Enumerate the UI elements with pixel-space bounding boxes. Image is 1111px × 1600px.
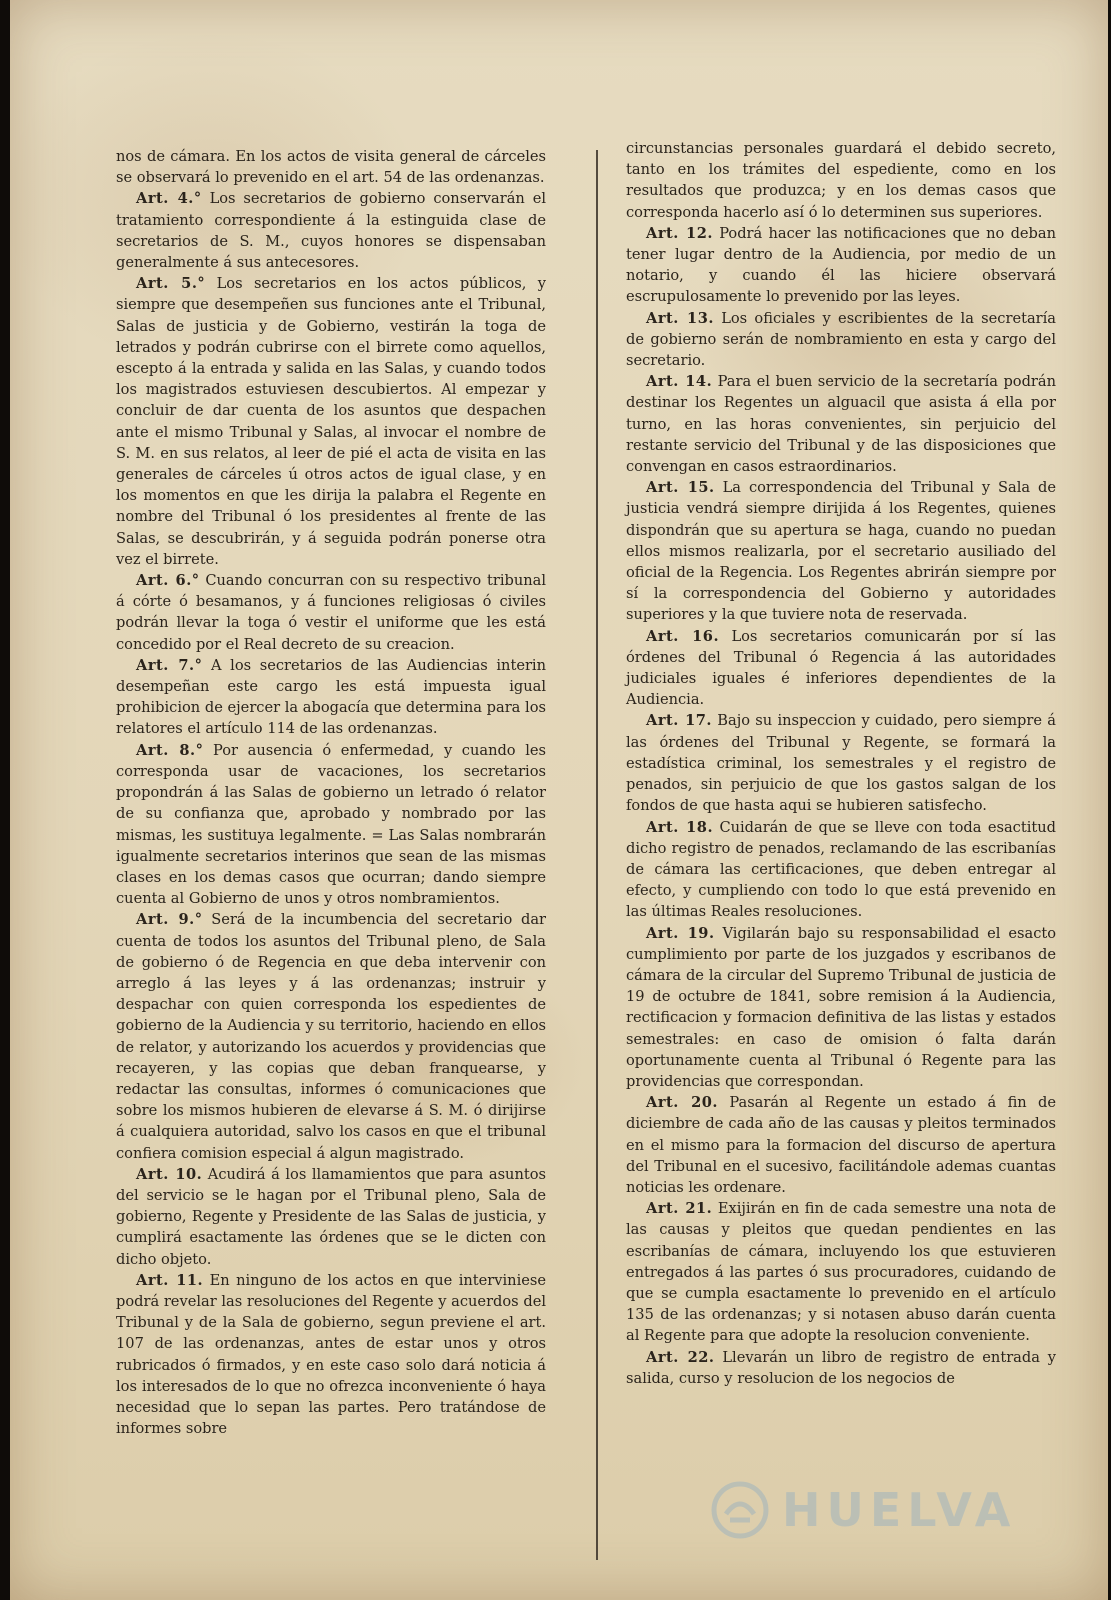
article-text: Los secretarios en los actos públicos, y siempre que desempeñen sus funciones ante el Tribunal, Salas de justicia y de Gobierno, vestirán la toga de letrados y podrán cubrirse con el birrete como aquellos, escepto á la entrada y salida en las Salas, y cuando todos los magistrados estuviesen descubiertos. Al empezar y concluir de dar cuenta de los asuntos que despachen ante el mismo Tribunal y Salas, al invocar el nombre de S. M. en sus relatos, al leer de pié el acta de visita en las generales de cárceles ú otros actos de igual clase, y en los momentos en que les dirija la palabra el Regente en nombre del Tribunal ó los presidentes al frente de las Salas, se descubrirán, y á seguida podrán ponerse otra vez el birrete. (116, 275, 546, 568)
column-divider (596, 150, 598, 1560)
article-paragraph (626, 817, 1056, 923)
article-text: Será de la incumbencia del secretario dar cuenta de todos los asuntos del Tribunal pleno, de Sala de gobierno ó de Regencia en que deba intervenir con arreglo á las leyes y á las ordenanzas; instruir y despachar con quien corresponda los espedientes de gobierno de la Audiencia y su territorio, haciendo en ellos de relator, y autorizando los acuerdos y providencias que recayeren, y las copias que deban franquearse, y redactar las consultas, informes ó comunicaciones que sobre los mismos hubieren de elevarse á S. M. ó dirijirse á cualquiera autoridad, salvo los casos en que el tribunal confiera comision especial á algun magistrado. (116, 911, 547, 1162)
article-paragraph (626, 477, 1056, 625)
article-text: Vigilarán bajo su responsabilidad el esacto cumplimiento por parte de los juzgados y escribanos de cámara de la circular del Supremo Tribunal de justicia de 19 de octubre de 1841, sobre remision á la Audiencia, rectificacion y formacion definitiva de las listas y estados semestrales: en caso de omision ó falta darán oportunamente cuenta al Tribunal ó Regente para las providencias que correspondan. (626, 924, 1057, 1090)
article-paragraph (116, 1270, 546, 1440)
article-text: Acudirá á los llamamientos que para asuntos del servicio se le hagan por el Tribunal pleno, Sala de gobierno, Regente y Presidente de las Salas de justicia, y cumplirá esactamente las órdenes que se le dicten con dicho objeto. (116, 1165, 546, 1268)
article-number: Art. 11. (136, 1271, 204, 1289)
article-paragraph (626, 710, 1056, 816)
article-paragraph (116, 1164, 546, 1270)
article-paragraph (626, 1347, 1056, 1389)
article-paragraph (116, 146, 546, 188)
article-number: Art. 14. (646, 373, 713, 391)
article-text: Podrá hacer las notificaciones que no deban tener lugar dentro de la Audiencia, por medio de un notario, y cuando él las hiciere observará escrupulosamente lo prevenido por las leyes. (626, 224, 1056, 306)
article-paragraph (116, 909, 546, 1163)
article-paragraph (626, 308, 1056, 372)
article-number: Art. 4.° (136, 190, 202, 208)
article-number: Art. 6.° (136, 572, 200, 590)
article-paragraph (116, 570, 546, 655)
watermark-text: HUELVA (782, 1483, 1017, 1537)
document-page (10, 0, 1108, 1600)
article-paragraph (116, 655, 546, 740)
article-number: Art. 15. (646, 479, 715, 497)
article-text: Los secretarios comunicarán por sí las órdenes del Tribunal ó Regencia á las autoridades judiciales iguales é inferiores dependientes de la Audiencia. (626, 627, 1057, 709)
article-paragraph (626, 371, 1056, 477)
article-number: Art. 7.° (136, 656, 203, 674)
article-paragraph (626, 1198, 1056, 1346)
article-text: Por ausencia ó enfermedad, y cuando les corresponda usar de vacaciones, los secretarios propondrán á las Salas de gobierno un letrado ó relator de su confianza que, aprobado y nombrado por las mismas, les sustituya legalmente. = Las Salas nombrarán igualmente secretarios interinos que sean de las mismas clases en los demas casos que ocurran; dando siempre cuenta al Gobierno de unos y otros nombramientos. (116, 741, 546, 908)
article-text: Llevarán un libro de registro de entrada y salida, curso y resolucion de los negocios de (626, 1348, 1056, 1387)
article-paragraph (116, 188, 546, 273)
article-number: Art. 22. (646, 1348, 715, 1366)
article-number: Art. 17. (646, 712, 712, 730)
article-number: Art. 19. (646, 924, 715, 942)
article-text: Para el buen servicio de la secretaría podrán destinar los Regentes un alguacil que asista á ella por turno, en las horas convenientes, sin perjuicio del restante servicio del Tribunal y de las disposiciones que convengan en casos estraordinarios. (626, 373, 1056, 476)
article-number: Art. 18. (646, 818, 714, 836)
article-number: Art. 20. (646, 1094, 718, 1112)
article-number: Art. 21. (646, 1200, 713, 1218)
left-column (116, 146, 546, 1439)
article-paragraph (626, 923, 1056, 1093)
article-paragraph (626, 1092, 1056, 1198)
article-text: Los secretarios de gobierno conservarán el tratamiento correspondiente á la estinguida clase de secretarios de S. M., cuyos honores se dispensaban generalmente á sus antecesores. (116, 190, 546, 272)
article-text: Los oficiales y escribientes de la secretaría de gobierno serán de nombramiento en esta y cargo del secretario. (626, 309, 1056, 370)
diputacion-logo-icon (710, 1480, 770, 1540)
article-text: Bajo su inspeccion y cuidado, pero siempre á las órdenes del Tribunal y Regente, se formará la estadística criminal, los semestrales y el registro de penados, sin perjuicio de que los gastos salgan de los fondos de que hasta aqui se hubieren satisfecho. (626, 712, 1056, 815)
article-number: Art. 12. (646, 224, 713, 242)
article-text: Cuidarán de que se lleve con toda esactitud dicho registro de penados, reclamando de las escribanías de cámara las certificaciones, que deben entregar al efecto, y cumpliendo con todo lo que está prevenido en las últimas Reales resoluciones. (626, 818, 1056, 921)
article-text: En ninguno de los actos en que interviniese podrá revelar las resoluciones del Regente y acuerdos del Tribunal y de la Sala de gobierno, segun previene el art. 107 de las ordenanzas, antes de estar unos y otros rubricados ó firmados, y en este caso solo dará noticia á los interesados de lo que no ofrezca inconveniente ó haya necesidad que lo sepan las partes. Pero tratándose de informes sobre (116, 1271, 546, 1438)
article-paragraph (626, 626, 1056, 711)
right-column (626, 138, 1056, 1389)
article-number: Art. 8.° (136, 741, 204, 759)
article-text: Exijirán en fin de cada semestre una nota de las causas y pleitos que quedan pendientes en las escribanías de cámara, incluyendo los que estuvieren entregados á las partes ó sus procuradores, cuidando de que se cumpla esactamente lo prevenido en el artículo 135 de las ordenanzas; y si notasen abuso darán cuenta al Regente para que adopte la resolucion conveniente. (626, 1200, 1057, 1345)
watermark (710, 1475, 1040, 1545)
article-paragraph (116, 740, 546, 910)
article-paragraph (626, 223, 1056, 308)
article-number: Art. 16. (646, 627, 720, 645)
article-number: Art. 9.° (136, 911, 203, 929)
article-number: Art. 13. (646, 309, 714, 327)
article-text: Pasarán al Regente un estado á fin de diciembre de cada año de las causas y pleitos terminados en el mismo para la formacion del discurso de apertura del Tribunal en el sucesivo, facilitándole ademas cuantas noticias les ordenare. (626, 1094, 1057, 1196)
article-text: A los secretarios de las Audiencias interin desempeñan este cargo les está impuesta igual prohibicion de ejercer la abogacía que determina para los relatores el artículo 114 de las ordenanzas. (116, 656, 547, 738)
article-paragraph (116, 273, 546, 570)
article-number: Art. 10. (136, 1165, 203, 1183)
article-text: nos de cámara. En los actos de visita general de cárceles se observará lo prevenido en el art. 54 de las ordenanzas. (116, 148, 546, 187)
article-paragraph (626, 138, 1056, 223)
article-text: circunstancias personales guardará el debido secreto, tanto en los trámites del espediente, como en los resultados que produzca; y en los demas casos que corresponda hacerlo así ó lo determinen sus superiores. (626, 140, 1056, 221)
article-text: La correspondencia del Tribunal y Sala de justicia vendrá siempre dirijida á los Regentes, quienes dispondrán que su apertura se haga, cuando no puedan ellos mismos realizarla, por el secretario ausiliado del oficial de la Regencia. Los Regentes abrirán siempre por sí la correspondencia del Gobierno y autoridades superiores y la que tuviere nota de reservada. (626, 479, 1057, 624)
article-number: Art. 5.° (136, 275, 206, 293)
article-text: Cuando concurran con su respectivo tribunal á córte ó besamanos, y á funciones religiosas ó civiles podrán llevar la toga ó vestir el uniforme que les está concedido por el Real decreto de su creacion. (116, 572, 546, 653)
